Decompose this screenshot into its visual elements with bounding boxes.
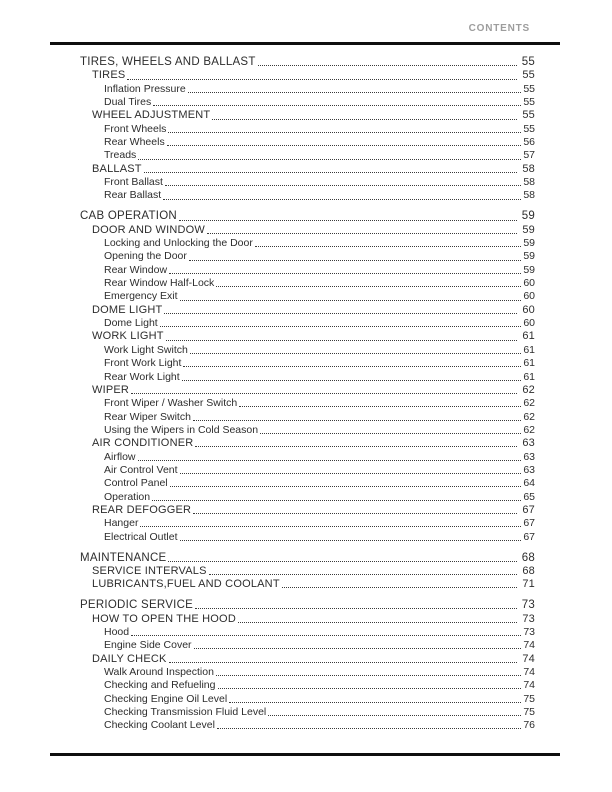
dot-leader bbox=[229, 702, 521, 703]
dot-leader bbox=[217, 728, 521, 729]
toc-entry-title: Work Light Switch bbox=[104, 343, 188, 356]
toc-entry-page: 59 bbox=[523, 250, 535, 263]
toc-entry-title: AIR CONDITIONER bbox=[92, 437, 194, 450]
toc-entry bbox=[80, 491, 535, 504]
toc-entry bbox=[80, 237, 535, 250]
toc-entry-page: 68 bbox=[522, 564, 535, 577]
toc-entry bbox=[80, 565, 535, 578]
toc-entry bbox=[80, 250, 535, 263]
toc-entry bbox=[80, 679, 535, 692]
toc-entry-title: Operation bbox=[104, 490, 151, 503]
toc-entry-page: 55 bbox=[522, 69, 535, 82]
toc-entry bbox=[80, 384, 535, 397]
dot-leader bbox=[195, 446, 517, 447]
toc-entry bbox=[80, 69, 535, 82]
toc-entry-title: Front Ballast bbox=[104, 176, 163, 189]
dot-leader bbox=[212, 119, 517, 120]
toc-entry bbox=[80, 304, 535, 317]
dot-leader bbox=[131, 635, 521, 636]
toc-entry-page: 58 bbox=[523, 189, 535, 202]
toc-entry-page: 60 bbox=[523, 317, 535, 330]
toc-entry-title: DOOR AND WINDOW bbox=[92, 223, 205, 236]
toc-entry bbox=[80, 464, 535, 477]
toc-entry bbox=[80, 123, 535, 136]
toc-entry-title: Locking and Unlocking the Door bbox=[104, 237, 253, 250]
toc-entry-page: 61 bbox=[523, 357, 535, 370]
dot-leader bbox=[180, 473, 522, 474]
toc-entry-title: Rear Ballast bbox=[104, 189, 162, 202]
toc-entry bbox=[80, 189, 535, 202]
toc-entry-page: 62 bbox=[522, 383, 535, 396]
toc-entry bbox=[80, 357, 535, 370]
dot-leader bbox=[190, 353, 521, 354]
toc-entry-title: TIRES bbox=[92, 69, 126, 82]
toc-entry bbox=[80, 277, 535, 290]
toc-entry bbox=[80, 451, 535, 464]
toc-entry bbox=[80, 437, 535, 450]
toc-entry-title: Front Work Light bbox=[104, 357, 182, 370]
toc-entry-title: Hanger bbox=[104, 517, 139, 530]
dot-leader bbox=[153, 105, 521, 106]
toc-entry-page: 75 bbox=[523, 705, 535, 718]
toc-entry-title: Dual Tires bbox=[104, 96, 152, 109]
dot-leader bbox=[260, 433, 521, 434]
toc-entry-title: BALLAST bbox=[92, 162, 142, 175]
toc-entry bbox=[80, 290, 535, 303]
dot-leader bbox=[179, 220, 517, 221]
toc-entry bbox=[80, 344, 535, 357]
toc-entry-title: Control Panel bbox=[104, 477, 168, 490]
dot-leader bbox=[138, 460, 522, 461]
toc-entry bbox=[80, 224, 535, 237]
toc-entry bbox=[80, 397, 535, 410]
toc-entry bbox=[80, 176, 535, 189]
dot-leader bbox=[167, 145, 522, 146]
toc-entry-title: Airflow bbox=[104, 450, 136, 463]
dot-leader bbox=[152, 500, 521, 501]
dot-leader bbox=[170, 486, 522, 487]
toc-entry-title: Rear Work Light bbox=[104, 370, 180, 383]
toc-entry-page: 73 bbox=[521, 599, 535, 612]
dot-leader bbox=[168, 132, 521, 133]
dot-leader bbox=[193, 513, 517, 514]
toc-entry bbox=[80, 411, 535, 424]
toc-entry-page: 71 bbox=[522, 578, 535, 591]
toc-entry bbox=[80, 599, 535, 612]
dot-leader bbox=[209, 574, 518, 575]
toc-entry-page: 55 bbox=[522, 109, 535, 122]
toc-entry-page: 59 bbox=[523, 263, 535, 276]
toc-entry-page: 55 bbox=[523, 82, 535, 95]
toc-entry-title: WHEEL ADJUSTMENT bbox=[92, 109, 211, 122]
toc-entry-title: Checking Transmission Fluid Level bbox=[104, 705, 267, 718]
toc-entry-page: 63 bbox=[522, 437, 535, 450]
toc-entry bbox=[80, 56, 535, 69]
toc-entry-page: 62 bbox=[523, 397, 535, 410]
toc-entry bbox=[80, 149, 535, 162]
dot-leader bbox=[160, 326, 522, 327]
toc-entry bbox=[80, 639, 535, 652]
toc-entry bbox=[80, 504, 535, 517]
dot-leader bbox=[193, 420, 521, 421]
toc-entry-title: PERIODIC SERVICE bbox=[80, 599, 194, 612]
toc-entry-title: Treads bbox=[104, 149, 137, 162]
toc-entry-page: 76 bbox=[523, 719, 535, 732]
top-rule bbox=[50, 42, 560, 45]
dot-leader bbox=[131, 393, 517, 394]
toc-entry-title: Inflation Pressure bbox=[104, 82, 186, 95]
toc-entry-page: 61 bbox=[523, 343, 535, 356]
toc-entry-page: 73 bbox=[523, 625, 535, 638]
toc-entry bbox=[80, 626, 535, 639]
toc-entry-page: 60 bbox=[522, 303, 535, 316]
toc-entry-page: 58 bbox=[523, 176, 535, 189]
toc-entry-page: 58 bbox=[522, 162, 535, 175]
dot-leader bbox=[168, 561, 516, 562]
toc-entry-page: 65 bbox=[523, 490, 535, 503]
toc-entry-page: 55 bbox=[521, 56, 535, 68]
toc-entry bbox=[80, 578, 535, 591]
dot-leader bbox=[194, 648, 522, 649]
toc-entry-title: Front Wiper / Washer Switch bbox=[104, 397, 238, 410]
toc-entry-page: 67 bbox=[523, 517, 535, 530]
toc-entry-page: 57 bbox=[523, 149, 535, 162]
toc-entry-page: 67 bbox=[522, 503, 535, 516]
dot-leader bbox=[180, 540, 522, 541]
toc-entry-page: 59 bbox=[522, 223, 535, 236]
dot-leader bbox=[163, 199, 521, 200]
dot-leader bbox=[255, 246, 521, 247]
dot-leader bbox=[216, 675, 521, 676]
dot-leader bbox=[195, 608, 517, 609]
toc-entry bbox=[80, 706, 535, 719]
toc-entry bbox=[80, 424, 535, 437]
toc-entry-page: 59 bbox=[523, 237, 535, 250]
toc-entry bbox=[80, 552, 535, 565]
dot-leader bbox=[169, 273, 521, 274]
toc-entry bbox=[80, 264, 535, 277]
dot-leader bbox=[188, 92, 522, 93]
toc-entry bbox=[80, 163, 535, 176]
toc-entry-page: 63 bbox=[523, 450, 535, 463]
toc-entry-title: Engine Side Cover bbox=[104, 639, 192, 652]
toc-entry-page: 59 bbox=[521, 210, 535, 223]
toc-entry-page: 64 bbox=[523, 477, 535, 490]
toc-entry-page: 74 bbox=[523, 679, 535, 692]
toc-entry-title: Opening the Door bbox=[104, 250, 187, 263]
dot-leader bbox=[216, 286, 521, 287]
toc-entry-title: Walk Around Inspection bbox=[104, 665, 214, 678]
toc-entry-title: Checking and Refueling bbox=[104, 679, 216, 692]
toc-entry bbox=[80, 109, 535, 122]
dot-leader bbox=[258, 65, 517, 66]
toc-entry bbox=[80, 83, 535, 96]
dot-leader bbox=[183, 366, 521, 367]
dot-leader bbox=[207, 233, 517, 234]
toc-entry-page: 74 bbox=[523, 665, 535, 678]
toc-entry-title: Hood bbox=[104, 625, 130, 638]
toc-entry bbox=[80, 693, 535, 706]
toc-entry-title: Electrical Outlet bbox=[104, 530, 178, 543]
bottom-rule bbox=[50, 753, 560, 756]
toc-entry-title: TIRES, WHEELS AND BALLAST bbox=[80, 56, 256, 68]
dot-leader bbox=[169, 662, 518, 663]
toc-entry-page: 68 bbox=[521, 551, 535, 564]
dot-leader bbox=[127, 79, 517, 80]
toc-entry-page: 60 bbox=[523, 290, 535, 303]
toc-entry-title: CAB OPERATION bbox=[80, 210, 177, 223]
dot-leader bbox=[164, 313, 517, 314]
toc-entry-title: Rear Window bbox=[104, 263, 168, 276]
toc-entry bbox=[80, 477, 535, 490]
toc-entry-page: 74 bbox=[522, 652, 535, 665]
toc-entry-title: Dome Light bbox=[104, 317, 158, 330]
toc-entry-title: DAILY CHECK bbox=[92, 652, 167, 665]
toc-entry bbox=[80, 317, 535, 330]
page-header-label: CONTENTS bbox=[468, 23, 530, 34]
toc-entry-page: 75 bbox=[523, 692, 535, 705]
dot-leader bbox=[138, 159, 521, 160]
toc-entry-title: HOW TO OPEN THE HOOD bbox=[92, 612, 236, 625]
dot-leader bbox=[182, 380, 522, 381]
toc-entry-page: 74 bbox=[523, 639, 535, 652]
toc-entry-title: Checking Engine Oil Level bbox=[104, 692, 228, 705]
toc-entry-title: DOME LIGHT bbox=[92, 303, 163, 316]
dot-leader bbox=[268, 715, 521, 716]
toc-entry bbox=[80, 666, 535, 679]
toc-entry-title: Air Control Vent bbox=[104, 463, 178, 476]
toc-entry bbox=[80, 531, 535, 544]
toc-entry-title: Front Wheels bbox=[104, 122, 167, 135]
toc-entry-page: 62 bbox=[523, 410, 535, 423]
dot-leader bbox=[239, 406, 521, 407]
toc-entry-title: SERVICE INTERVALS bbox=[92, 564, 207, 577]
dot-leader bbox=[238, 622, 517, 623]
dot-leader bbox=[144, 172, 518, 173]
toc-entry bbox=[80, 210, 535, 223]
toc-entry-page: 67 bbox=[523, 530, 535, 543]
toc-entry bbox=[80, 719, 535, 732]
toc-entry-page: 55 bbox=[523, 122, 535, 135]
toc-entry-page: 56 bbox=[523, 136, 535, 149]
toc-entry bbox=[80, 613, 535, 626]
toc-entry bbox=[80, 371, 535, 384]
toc-entry-title: Rear Wheels bbox=[104, 136, 165, 149]
toc-entry bbox=[80, 653, 535, 666]
toc-entry-title: WORK LIGHT bbox=[92, 330, 164, 343]
toc-entry-title: REAR DEFOGGER bbox=[92, 503, 192, 516]
toc-entry-title: Rear Wiper Switch bbox=[104, 410, 191, 423]
toc-entry-page: 63 bbox=[523, 463, 535, 476]
toc-entry-title: Rear Window Half-Lock bbox=[104, 277, 215, 290]
dot-leader bbox=[165, 185, 521, 186]
toc-entry-title: Emergency Exit bbox=[104, 290, 178, 303]
toc-entry-page: 62 bbox=[523, 423, 535, 436]
dot-leader bbox=[189, 260, 521, 261]
toc-entry-title: Checking Coolant Level bbox=[104, 719, 215, 732]
toc-entry-title: MAINTENANCE bbox=[80, 551, 167, 564]
toc-list bbox=[80, 56, 535, 733]
dot-leader bbox=[180, 300, 522, 301]
dot-leader bbox=[282, 587, 518, 588]
toc-entry-page: 61 bbox=[522, 330, 535, 343]
toc-entry bbox=[80, 517, 535, 530]
toc-entry-title: WIPER bbox=[92, 383, 130, 396]
toc-entry bbox=[80, 136, 535, 149]
toc-entry-title: Using the Wipers in Cold Season bbox=[104, 423, 259, 436]
dot-leader bbox=[166, 340, 518, 341]
toc-entry-page: 73 bbox=[522, 612, 535, 625]
toc-entry bbox=[80, 96, 535, 109]
dot-leader bbox=[140, 526, 521, 527]
toc-entry-title: LUBRICANTS,FUEL AND COOLANT bbox=[92, 578, 280, 591]
toc-entry bbox=[80, 330, 535, 343]
toc-entry-page: 55 bbox=[523, 96, 535, 109]
toc-entry-page: 60 bbox=[523, 277, 535, 290]
toc-entry-page: 61 bbox=[523, 370, 535, 383]
dot-leader bbox=[218, 688, 522, 689]
